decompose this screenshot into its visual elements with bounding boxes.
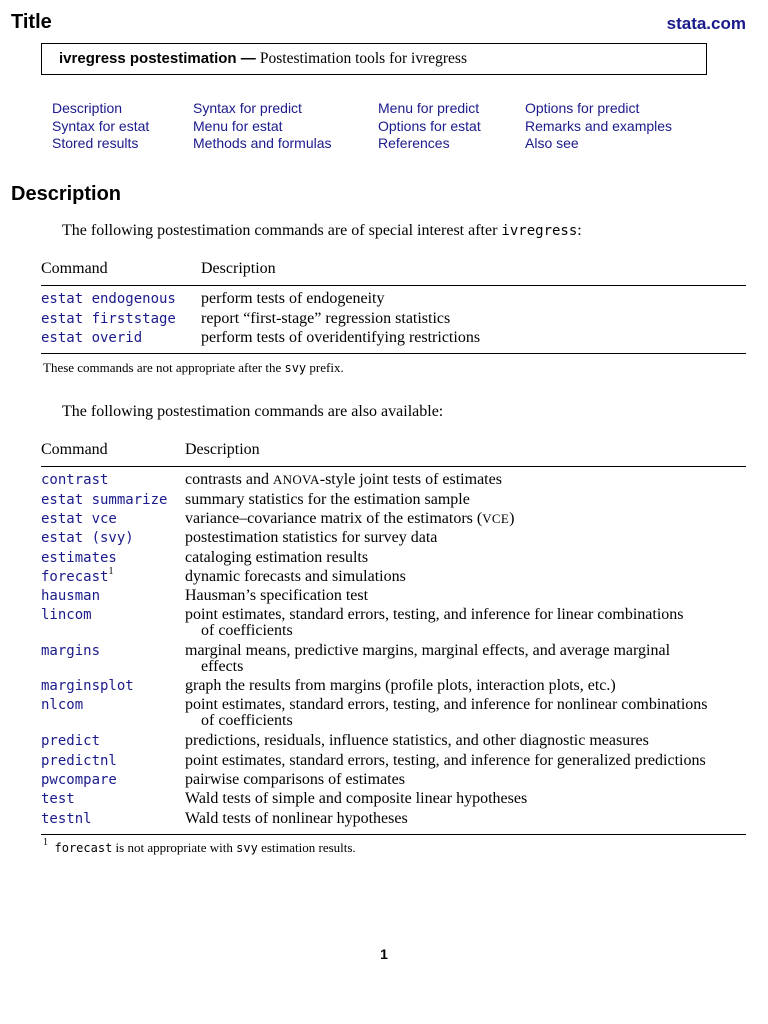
table1-row	[41, 310, 746, 330]
footnote-code: forecast	[54, 841, 113, 855]
table1-command-link[interactable]: estat firststage	[41, 310, 176, 327]
table2-command-link[interactable]: estat (svy)	[41, 530, 134, 546]
table2-description: point estimates, standard errors, testing, and inference for generalized predictions	[185, 751, 706, 769]
table2-command-cell	[41, 566, 114, 585]
toc-link-syntax-for-predict[interactable]: Syntax for predict	[193, 100, 302, 116]
table2-row	[41, 529, 746, 549]
table2-description: graph the results from margins (profile plots, interaction plots, etc.)	[185, 677, 616, 694]
toc-column-1	[52, 100, 149, 153]
table2-row	[41, 568, 746, 588]
footnote-text: is not appropriate with	[112, 840, 237, 855]
table2-description: postestimation statistics for survey data	[185, 529, 438, 546]
table2-description: contrasts and ANOVA-style joint tests of estimates	[185, 471, 502, 488]
table2-bottom-rule	[41, 834, 746, 835]
table2-command-link[interactable]: margins	[41, 643, 101, 659]
table1-description: report “first-stage” regression statistics	[201, 309, 451, 327]
table2-row	[41, 549, 746, 569]
table2-description: point estimates, standard errors, testing, and inference for nonlinear combinations	[185, 696, 708, 713]
table2-description: summary statistics for the estimation sample	[185, 490, 470, 508]
title-command: ivregress postestimation —	[59, 50, 256, 67]
table2-row	[41, 752, 746, 772]
table1-note-code: svy	[284, 361, 307, 375]
table2-description: Hausman’s specification test	[185, 587, 369, 604]
table2-description: predictions, residuals, influence statistics, and other diagnostic measures	[185, 732, 649, 749]
footnote-marker: 1	[108, 566, 114, 577]
table2-row	[41, 510, 746, 530]
intro-1-end: :	[577, 222, 582, 239]
title-box-text	[59, 50, 467, 68]
toc-link-references[interactable]: References	[378, 135, 450, 152]
table1-header-description: Description	[201, 260, 276, 277]
table2-description-continued: of coefficients	[201, 712, 293, 729]
table2-command-link[interactable]: nlcom	[41, 697, 84, 713]
table2-row	[41, 587, 746, 607]
table2-description: Wald tests of simple and composite linear hypotheses	[185, 790, 528, 807]
table2-command-link[interactable]: lincom	[41, 607, 92, 623]
footnote-end: estimation results.	[257, 840, 356, 855]
table1-header-rule	[41, 285, 746, 286]
table2-description: variance–covariance matrix of the estimators (VCE)	[185, 510, 515, 527]
intro-1-code: ivregress	[501, 223, 578, 239]
toc-link-menu-for-estat[interactable]: Menu for estat	[193, 117, 283, 134]
toc-link-stored-results[interactable]: Stored results	[52, 135, 139, 152]
table2-command-link[interactable]: predict	[41, 733, 101, 749]
table2-row	[41, 696, 746, 732]
table1-header-command: Command	[41, 260, 108, 277]
section-heading-description: Description	[11, 183, 122, 205]
table2-command-link[interactable]: predictnl	[41, 752, 117, 769]
table2-description: Wald tests of nonlinear hypotheses	[185, 809, 408, 827]
page-title: Title	[11, 11, 52, 33]
table1-note-text: These commands are not appropriate after the	[43, 360, 285, 375]
table2-row	[41, 491, 746, 511]
table2-row	[41, 771, 746, 791]
table2-footnote	[43, 837, 356, 856]
table2-command-link[interactable]: pwcompare	[41, 772, 117, 788]
table1-bottom-rule	[41, 353, 746, 354]
table2-row	[41, 732, 746, 752]
title-box	[41, 43, 707, 75]
title-description: Postestimation tools for ivregress	[259, 50, 467, 67]
toc-link-syntax-for-estat[interactable]: Syntax for estat	[52, 117, 150, 134]
table2-description: point estimates, standard errors, testing, and inference for linear combinations	[185, 606, 684, 623]
table2-command-link[interactable]: estat vce	[41, 511, 117, 527]
table2-command-link[interactable]: estat summarize	[41, 491, 168, 508]
intro-paragraph-2: The following postestimation commands are also available:	[62, 403, 444, 420]
table2-command-link[interactable]: estimates	[41, 549, 117, 566]
table1-note	[43, 360, 344, 376]
table2-command-link[interactable]: test	[41, 791, 75, 807]
toc-link-menu-for-predict[interactable]: Menu for predict	[378, 100, 480, 116]
table1-command-link[interactable]: estat overid	[41, 330, 143, 346]
table2-header-rule	[41, 466, 746, 467]
table1-command-link[interactable]: estat endogenous	[41, 291, 176, 307]
toc-link-options-for-estat[interactable]: Options for estat	[378, 117, 481, 134]
table2-header-description: Description	[185, 441, 260, 458]
table1-description: perform tests of endogeneity	[201, 290, 385, 307]
table2-row	[41, 790, 746, 810]
table2-description-continued: of coefficients	[201, 622, 293, 639]
brand-link[interactable]: stata.com	[666, 14, 746, 33]
table1-row	[41, 329, 746, 349]
table2-command-link[interactable]: contrast	[41, 472, 109, 488]
table2-command-link[interactable]: testnl	[41, 810, 92, 827]
table2-row	[41, 677, 746, 697]
table2-row	[41, 810, 746, 830]
table2-description-continued: effects	[201, 658, 244, 675]
table1-description: perform tests of overidentifying restrictions	[201, 329, 481, 346]
toc-column-2	[193, 100, 332, 153]
toc-link-options-for-predict[interactable]: Options for predict	[525, 100, 640, 116]
toc-link-methods-and-formulas[interactable]: Methods and formulas	[193, 135, 332, 152]
table2-command-link[interactable]: marginsplot	[41, 678, 134, 694]
table2-command-link[interactable]: forecast	[41, 569, 109, 585]
intro-1-text: The following postestimation commands are of special interest after	[62, 222, 502, 239]
footnote-code-svy: svy	[236, 841, 258, 855]
toc-link-description[interactable]: Description	[52, 100, 123, 116]
table2-description: cataloging estimation results	[185, 548, 369, 566]
toc-link-also-see[interactable]: Also see	[525, 135, 579, 152]
toc-column-4	[525, 100, 672, 153]
table2-header-command: Command	[41, 441, 108, 458]
table1-note-end: prefix.	[306, 360, 344, 375]
toc-column-3	[378, 100, 481, 153]
table2-row	[41, 642, 746, 678]
table2-row	[41, 606, 746, 642]
table2-command-link[interactable]: hausman	[41, 588, 101, 604]
intro-paragraph-1	[62, 222, 582, 240]
page-number: 1	[380, 946, 388, 962]
footnote-number: 1	[43, 837, 48, 848]
toc-link-remarks-and-examples[interactable]: Remarks and examples	[525, 117, 673, 134]
table1-row	[41, 290, 746, 310]
table2-row	[41, 471, 746, 491]
table2-description: marginal means, predictive margins, marginal effects, and average marginal	[185, 642, 671, 659]
table2-description: pairwise comparisons of estimates	[185, 771, 405, 788]
table2-description: dynamic forecasts and simulations	[185, 568, 406, 585]
